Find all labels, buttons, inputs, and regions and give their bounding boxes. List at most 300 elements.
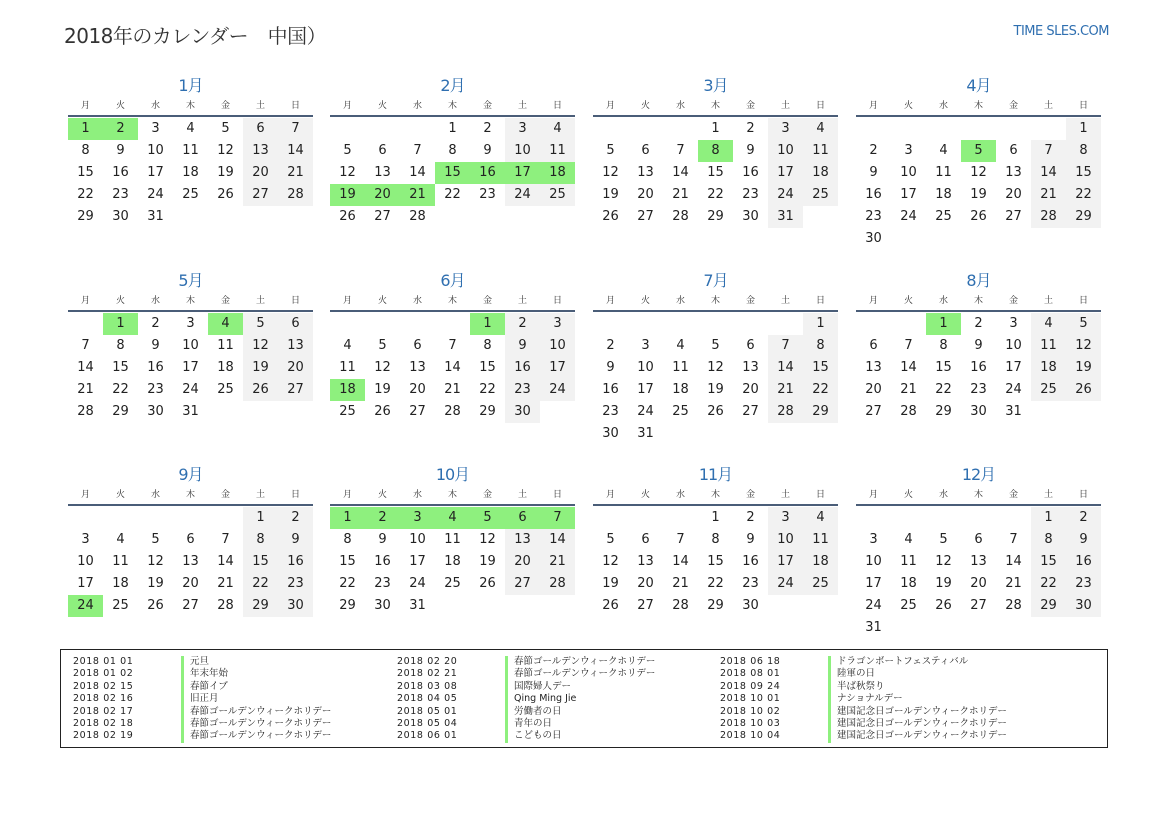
day-cell: 9	[505, 335, 540, 357]
day-cell: 28	[672, 209, 689, 224]
day-cell: 17	[900, 187, 917, 202]
day-cell: 13	[1005, 165, 1022, 180]
day-cell: 8	[1031, 529, 1066, 551]
day-cell: 10	[505, 140, 540, 162]
legend-holiday-name: 労働者の日	[505, 706, 562, 718]
day-cell: 25	[540, 184, 575, 206]
weekday-label: 火	[903, 101, 913, 111]
day-cell: 19	[217, 165, 234, 180]
day-cell: 25	[217, 382, 234, 397]
site-link[interactable]: TIME SLES.COM	[1013, 24, 1109, 39]
day-empty	[856, 313, 891, 335]
legend-row	[720, 656, 1007, 668]
legend-holiday-name: ドラゴンボートフェスティバル	[828, 656, 968, 668]
weekday-label: 火	[640, 296, 650, 306]
day-cell: 18	[672, 382, 689, 397]
day-cell: 30	[742, 598, 759, 613]
weekday-label: 木	[447, 101, 457, 111]
day-cell: 26	[970, 209, 987, 224]
day-grid	[330, 312, 575, 423]
day-cell: 3	[1009, 316, 1018, 331]
day-cell: 3	[151, 121, 160, 136]
weekday-label: 土	[780, 101, 790, 111]
day-cell: 16	[602, 382, 619, 397]
day-cell: 2	[606, 338, 615, 353]
day-cell: 22	[479, 382, 496, 397]
day-cell: 2	[869, 143, 878, 158]
day-cell: 9	[483, 143, 492, 158]
day-cell: 20	[409, 382, 426, 397]
day-cell: 2	[278, 507, 313, 529]
day-empty	[400, 313, 435, 335]
day-cell-holiday: 6	[505, 507, 540, 529]
day-cell: 24	[768, 184, 803, 206]
day-cell: 25	[444, 576, 461, 591]
day-cell: 21	[1005, 576, 1022, 591]
legend-holiday-name: 元旦	[181, 656, 209, 668]
day-cell: 5	[939, 532, 948, 547]
day-cell: 5	[221, 121, 230, 136]
day-cell: 26	[147, 598, 164, 613]
day-cell: 27	[865, 404, 882, 419]
legend-holiday-name: 国際婦人デー	[505, 681, 571, 693]
day-cell: 2	[151, 316, 160, 331]
day-cell-holiday: 2	[365, 507, 400, 529]
legend-date: 2018 02 18	[73, 717, 134, 729]
weekday-label: 土	[1043, 101, 1053, 111]
day-cell: 16	[742, 554, 759, 569]
day-cell: 6	[413, 338, 422, 353]
legend-row	[397, 656, 655, 668]
month-title: 11月	[698, 465, 733, 484]
weekday-label: 木	[973, 490, 983, 500]
day-cell: 26	[479, 576, 496, 591]
day-cell-holiday: 1	[330, 507, 365, 529]
day-cell: 30	[865, 231, 882, 246]
day-empty	[996, 118, 1031, 140]
day-cell: 27	[182, 598, 199, 613]
day-cell: 21	[900, 382, 917, 397]
day-cell: 11	[803, 140, 838, 162]
day-cell: 8	[1066, 140, 1101, 162]
day-empty	[365, 313, 400, 335]
day-cell: 7	[1031, 140, 1066, 162]
day-cell: 14	[278, 140, 313, 162]
legend-date: 2018 05 04	[397, 717, 458, 729]
weekday-label: 月	[80, 101, 90, 111]
day-cell: 15	[803, 357, 838, 379]
legend-holiday-name: ナショナルデー	[828, 693, 903, 705]
weekday-label: 木	[447, 490, 457, 500]
day-cell: 14	[409, 165, 426, 180]
day-cell-holiday: 21	[400, 184, 435, 206]
weekday-label: 金	[482, 296, 492, 306]
legend-holiday-name: 旧正月	[181, 693, 219, 705]
day-cell: 11	[217, 338, 234, 353]
day-cell: 19	[147, 576, 164, 591]
day-cell: 3	[540, 313, 575, 335]
day-cell: 21	[768, 379, 803, 401]
legend-date: 2018 10 02	[720, 705, 781, 717]
day-grid	[593, 506, 838, 617]
day-cell: 27	[1005, 209, 1022, 224]
day-cell: 15	[707, 554, 724, 569]
weekday-label: 水	[150, 296, 160, 306]
day-cell: 15	[479, 360, 496, 375]
day-cell: 14	[900, 360, 917, 375]
day-cell: 15	[1066, 162, 1101, 184]
day-cell: 13	[637, 554, 654, 569]
day-cell-holiday: 1	[68, 118, 103, 140]
weekday-label: 木	[710, 490, 720, 500]
day-cell: 22	[935, 382, 952, 397]
day-cell: 30	[278, 595, 313, 617]
day-cell: 4	[803, 507, 838, 529]
day-cell-holiday: 3	[400, 507, 435, 529]
day-cell: 30	[505, 401, 540, 423]
legend-holiday-name: 半ば秋祭り	[828, 681, 885, 693]
day-cell: 25	[672, 404, 689, 419]
day-grid	[593, 312, 838, 445]
month-title: 4月	[966, 76, 991, 95]
day-cell: 29	[935, 404, 952, 419]
day-cell: 9	[116, 143, 125, 158]
legend-date: 2018 04 05	[397, 693, 458, 705]
legend-row	[73, 681, 331, 693]
day-cell: 11	[1031, 335, 1066, 357]
day-cell: 15	[339, 554, 356, 569]
day-cell: 6	[641, 532, 650, 547]
day-cell: 23	[505, 379, 540, 401]
legend-date: 2018 02 16	[73, 693, 134, 705]
day-cell-holiday: 16	[470, 162, 505, 184]
weekday-label: 水	[150, 101, 160, 111]
day-cell: 26	[339, 209, 356, 224]
day-empty	[68, 507, 103, 529]
day-cell: 24	[505, 184, 540, 206]
month-1	[68, 75, 313, 228]
day-empty	[208, 507, 243, 529]
day-cell: 6	[186, 532, 195, 547]
day-cell: 12	[339, 165, 356, 180]
day-cell-holiday: 20	[365, 184, 400, 206]
weekday-label: 月	[342, 490, 352, 500]
weekday-label: 水	[412, 296, 422, 306]
day-cell: 16	[1066, 551, 1101, 573]
day-cell: 2	[505, 313, 540, 335]
day-cell: 28	[900, 404, 917, 419]
day-cell: 30	[602, 426, 619, 441]
day-cell: 5	[243, 313, 278, 335]
day-empty	[400, 118, 435, 140]
day-empty	[961, 118, 996, 140]
day-cell: 11	[339, 360, 356, 375]
legend-column-1	[73, 656, 331, 743]
legend-row	[73, 668, 331, 680]
day-cell: 31	[147, 209, 164, 224]
day-cell: 27	[278, 379, 313, 401]
day-cell: 23	[602, 404, 619, 419]
day-cell: 18	[182, 165, 199, 180]
day-cell: 8	[803, 335, 838, 357]
day-cell: 21	[1031, 184, 1066, 206]
day-cell: 27	[374, 209, 391, 224]
month-12	[856, 464, 1101, 639]
day-cell: 4	[540, 118, 575, 140]
weekday-label: 火	[115, 101, 125, 111]
legend-row	[720, 681, 1007, 693]
day-cell: 18	[900, 576, 917, 591]
day-cell: 30	[147, 404, 164, 419]
day-cell: 29	[707, 209, 724, 224]
weekday-label: 金	[745, 490, 755, 500]
day-cell: 22	[243, 573, 278, 595]
day-empty	[628, 507, 663, 529]
weekday-label: 金	[220, 101, 230, 111]
day-cell: 12	[602, 165, 619, 180]
day-cell: 1	[803, 313, 838, 335]
day-cell: 18	[444, 554, 461, 569]
weekday-label: 日	[552, 490, 562, 500]
weekday-header	[330, 486, 575, 506]
day-cell: 25	[803, 573, 838, 595]
day-cell: 28	[444, 404, 461, 419]
month-10	[330, 464, 575, 617]
day-cell: 21	[278, 162, 313, 184]
day-cell: 3	[869, 532, 878, 547]
day-cell: 29	[339, 598, 356, 613]
day-cell: 19	[935, 576, 952, 591]
month-5	[68, 270, 313, 423]
day-cell: 3	[904, 143, 913, 158]
legend-date: 2018 01 01	[73, 656, 134, 667]
legend-column-2	[397, 656, 655, 743]
day-cell: 24	[900, 209, 917, 224]
day-cell: 18	[217, 360, 234, 375]
day-cell: 4	[939, 143, 948, 158]
day-empty	[365, 118, 400, 140]
day-cell: 13	[637, 165, 654, 180]
legend-date: 2018 02 20	[397, 656, 458, 667]
day-cell-holiday: 1	[103, 313, 138, 335]
day-cell: 12	[1066, 335, 1101, 357]
weekday-label: 火	[640, 101, 650, 111]
weekday-label: 金	[482, 490, 492, 500]
day-cell: 7	[1009, 532, 1018, 547]
weekday-label: 水	[675, 101, 685, 111]
day-cell: 3	[768, 118, 803, 140]
day-cell: 23	[865, 209, 882, 224]
month-title: 10月	[435, 465, 470, 484]
day-cell: 11	[900, 554, 917, 569]
legend-date: 2018 05 01	[397, 705, 458, 717]
day-cell: 15	[707, 165, 724, 180]
weekday-label: 日	[815, 101, 825, 111]
day-cell: 15	[935, 360, 952, 375]
legend-row	[73, 656, 331, 668]
day-cell: 26	[1066, 379, 1101, 401]
day-empty	[926, 118, 961, 140]
day-cell: 4	[904, 532, 913, 547]
day-cell: 25	[182, 187, 199, 202]
day-cell: 8	[243, 529, 278, 551]
month-2	[330, 75, 575, 228]
weekday-label: 日	[815, 490, 825, 500]
day-empty	[891, 313, 926, 335]
day-cell: 19	[707, 382, 724, 397]
weekday-label: 月	[80, 490, 90, 500]
day-cell: 23	[278, 573, 313, 595]
day-cell: 27	[637, 598, 654, 613]
day-cell: 13	[182, 554, 199, 569]
day-empty	[1031, 118, 1066, 140]
month-7	[593, 270, 838, 445]
day-cell: 21	[672, 187, 689, 202]
day-cell: 20	[505, 551, 540, 573]
month-3	[593, 75, 838, 228]
day-cell-holiday: 7	[540, 507, 575, 529]
day-cell: 17	[540, 357, 575, 379]
weekday-header	[593, 292, 838, 312]
weekday-label: 金	[1008, 490, 1018, 500]
legend-date: 2018 10 01	[720, 693, 781, 705]
day-cell: 4	[116, 532, 125, 547]
day-cell: 9	[606, 360, 615, 375]
day-cell: 22	[339, 576, 356, 591]
day-cell: 10	[77, 554, 94, 569]
day-cell: 23	[742, 576, 759, 591]
legend-holiday-name: こどもの日	[505, 730, 562, 742]
day-cell: 23	[1066, 573, 1101, 595]
day-cell: 26	[374, 404, 391, 419]
weekday-header	[593, 97, 838, 117]
day-cell: 8	[483, 338, 492, 353]
day-cell: 20	[637, 187, 654, 202]
day-cell-holiday: 19	[330, 184, 365, 206]
weekday-header	[856, 97, 1101, 117]
weekday-label: 水	[938, 490, 948, 500]
day-cell: 9	[1066, 529, 1101, 551]
day-cell: 26	[935, 598, 952, 613]
day-cell: 10	[1005, 338, 1022, 353]
day-cell: 14	[77, 360, 94, 375]
weekday-label: 土	[780, 296, 790, 306]
weekday-label: 日	[290, 101, 300, 111]
day-cell: 5	[343, 143, 352, 158]
day-cell: 22	[707, 187, 724, 202]
day-cell: 7	[768, 335, 803, 357]
legend-holiday-name: 春節イブ	[181, 681, 228, 693]
day-cell: 12	[602, 554, 619, 569]
day-cell: 7	[448, 338, 457, 353]
day-cell: 23	[479, 187, 496, 202]
day-cell: 25	[112, 598, 129, 613]
day-grid	[856, 117, 1101, 250]
day-cell: 6	[641, 143, 650, 158]
day-cell: 11	[935, 165, 952, 180]
weekday-label: 金	[745, 296, 755, 306]
day-cell: 31	[182, 404, 199, 419]
weekday-label: 木	[185, 296, 195, 306]
day-cell: 28	[768, 401, 803, 423]
day-empty	[891, 118, 926, 140]
legend-row	[720, 668, 1007, 680]
day-cell-holiday: 1	[926, 313, 961, 335]
legend-date: 2018 02 19	[73, 730, 134, 742]
month-title: 9月	[178, 465, 203, 484]
day-cell: 20	[1005, 187, 1022, 202]
weekday-label: 水	[412, 490, 422, 500]
day-empty	[733, 313, 768, 335]
day-cell: 5	[711, 338, 720, 353]
day-cell: 20	[865, 382, 882, 397]
day-cell-holiday: 24	[68, 595, 103, 617]
weekday-header	[856, 486, 1101, 506]
day-cell: 13	[865, 360, 882, 375]
weekday-label: 土	[255, 490, 265, 500]
day-cell-holiday: 8	[698, 140, 733, 162]
day-cell: 7	[413, 143, 422, 158]
weekday-label: 火	[377, 101, 387, 111]
day-cell: 28	[672, 598, 689, 613]
day-grid	[856, 312, 1101, 423]
day-cell: 29	[1066, 206, 1101, 228]
legend-date: 2018 09 24	[720, 680, 781, 692]
legend-date: 2018 02 21	[397, 668, 458, 680]
day-cell: 6	[243, 118, 278, 140]
legend-holiday-name: 春節ゴールデンウィークホリデー	[181, 718, 331, 730]
day-cell: 2	[746, 510, 755, 525]
day-cell: 13	[970, 554, 987, 569]
day-cell: 11	[672, 360, 689, 375]
legend-row	[397, 706, 655, 718]
day-cell-holiday: 5	[470, 507, 505, 529]
month-title: 1月	[178, 76, 203, 95]
weekday-label: 水	[938, 296, 948, 306]
day-cell: 18	[112, 576, 129, 591]
day-cell: 17	[182, 360, 199, 375]
legend-date: 2018 10 03	[720, 717, 781, 729]
weekday-header	[330, 97, 575, 117]
weekday-header	[330, 292, 575, 312]
day-empty	[330, 118, 365, 140]
day-cell: 24	[540, 379, 575, 401]
day-cell: 16	[112, 165, 129, 180]
weekday-label: 火	[377, 296, 387, 306]
day-cell: 23	[970, 382, 987, 397]
day-cell: 12	[935, 554, 952, 569]
legend-date: 2018 02 15	[73, 680, 134, 692]
day-cell: 28	[409, 209, 426, 224]
weekday-label: 月	[605, 296, 615, 306]
day-cell: 4	[803, 118, 838, 140]
day-cell: 20	[637, 576, 654, 591]
month-title: 5月	[178, 271, 203, 290]
day-cell: 19	[1066, 357, 1101, 379]
day-cell: 17	[409, 554, 426, 569]
day-cell: 5	[151, 532, 160, 547]
legend-holiday-name: 青年の日	[505, 718, 552, 730]
day-cell: 16	[742, 165, 759, 180]
day-empty	[593, 507, 628, 529]
day-empty	[663, 118, 698, 140]
weekday-label: 月	[868, 490, 878, 500]
legend-holiday-name: 建国記念日ゴールデンウィークホリデー	[828, 706, 1007, 718]
day-cell: 29	[1031, 595, 1066, 617]
day-empty	[68, 313, 103, 335]
weekday-label: 月	[868, 296, 878, 306]
day-cell: 25	[803, 184, 838, 206]
